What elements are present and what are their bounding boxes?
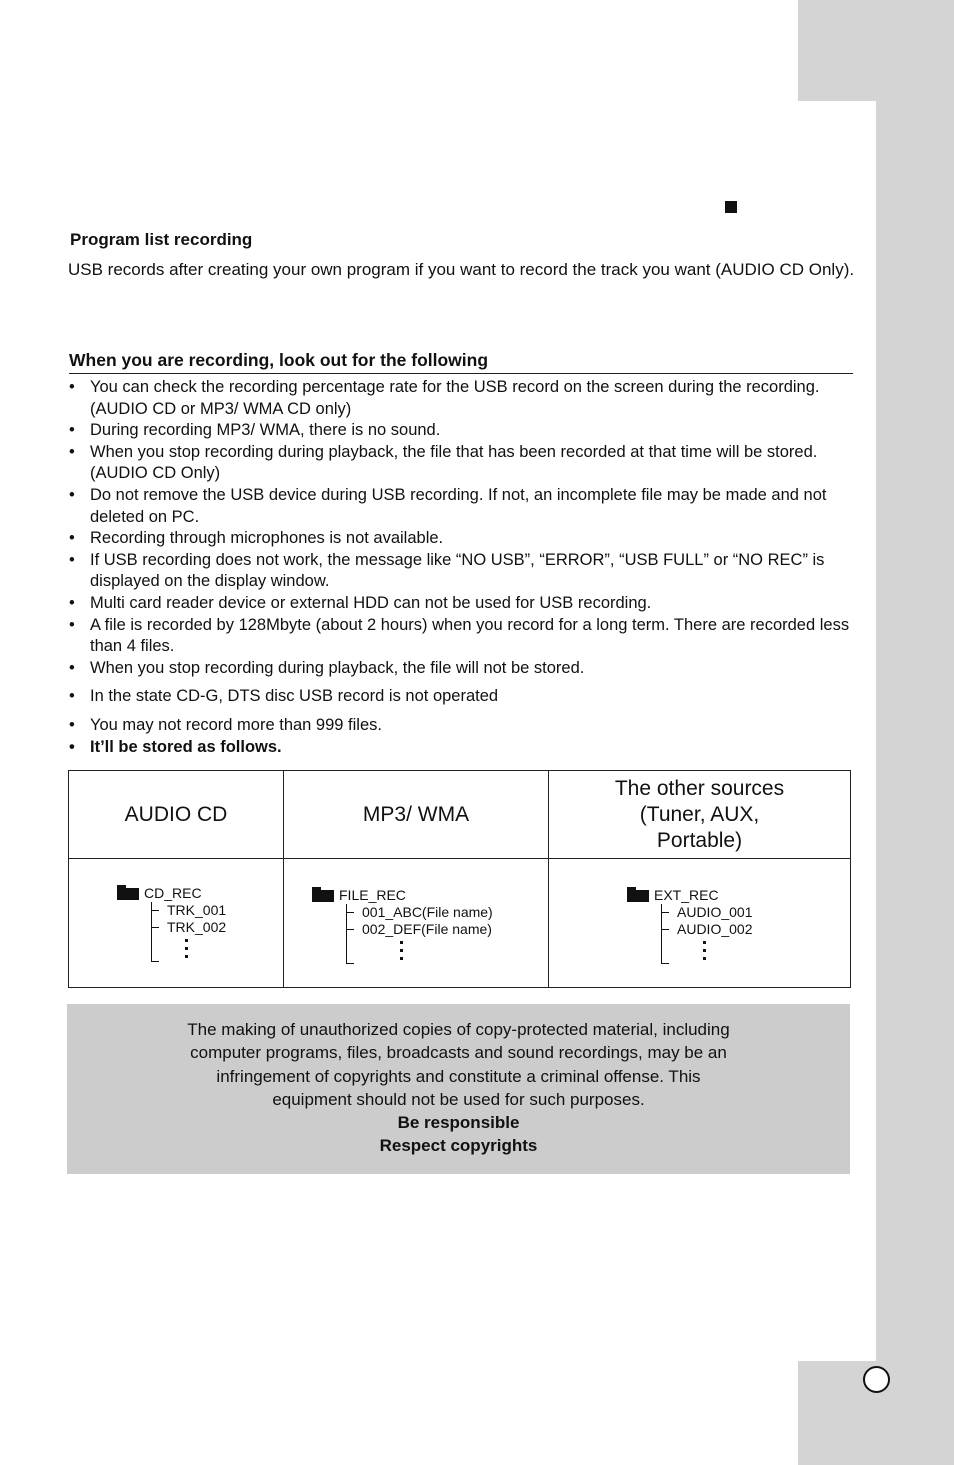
notice-emphasis: Be responsible	[397, 1113, 520, 1133]
list-item: AUDIO_002	[661, 921, 752, 938]
list-item: 002_DEF(File name)	[346, 921, 493, 938]
folder-icon	[117, 888, 139, 900]
list-item: • In the state CD-G, DTS disc USB record is not operated	[68, 686, 858, 708]
table-cell	[284, 859, 549, 988]
recording-notes-heading: When you are recording, look out for the following	[69, 350, 853, 374]
notice-line: computer programs, files, broadcasts and sound recordings, may be an	[190, 1043, 727, 1063]
list-item: 001_ABC(File name)	[346, 904, 493, 921]
page-number-circle	[863, 1366, 890, 1393]
column-header-other-sources	[549, 771, 851, 859]
list-item: TRK_001	[151, 902, 226, 919]
column-header-mp3-wma: MP3/ WMA	[284, 771, 549, 859]
table-cell	[69, 859, 284, 988]
folder-icon	[627, 890, 649, 902]
margin-strip-top	[798, 0, 954, 101]
list-item: TRK_002	[151, 919, 226, 936]
storage-structure-table	[68, 770, 851, 988]
program-list-text: USB records after creating your own program if you want to record the track you want (AUDIO CD Only).	[68, 260, 855, 279]
more-items-icon	[661, 941, 752, 967]
square-marker-icon	[725, 201, 737, 213]
column-header-audio-cd: AUDIO CD	[69, 771, 284, 859]
list-item: • Recording through microphones is not available.	[68, 528, 858, 550]
folder-name: CD_REC	[144, 885, 202, 901]
folder-tree	[312, 887, 493, 967]
notice-line: The making of unauthorized copies of copy-protected material, including	[187, 1020, 730, 1039]
list-item: • When you stop recording during playback, the file will not be stored.	[68, 658, 858, 680]
list-item: • During recording MP3/ WMA, there is no sound.	[68, 420, 858, 442]
margin-strip	[876, 101, 954, 1361]
folder-tree	[627, 887, 752, 967]
list-item: • It’ll be stored as follows.	[68, 737, 858, 759]
table-cell	[549, 859, 851, 988]
list-item: • A file is recorded by 128Mbyte (about 2 hours) when you record for a long term. There are recorded less than 4 files.	[68, 615, 858, 658]
list-item: • If USB recording does not work, the message like “NO USB”, “ERROR”, “USB FULL” or “NO REC” is displayed on the display window.	[68, 550, 858, 593]
notice-line: infringement of copyrights and constitute a criminal offense. This	[216, 1066, 701, 1086]
list-item: • When you stop recording during playback, the file that has been recorded at that time will be stored.(AUDIO CD Only)	[68, 442, 858, 485]
header-line: Portable)	[656, 828, 743, 852]
notice-line: equipment should not be used for such purposes.	[272, 1089, 645, 1109]
list-item: • You may not record more than 999 files.	[68, 715, 858, 737]
list-item: • You can check the recording percentage rate for the USB record on the screen during the recording.(AUDIO CD or MP3/ WMA CD only)	[68, 377, 858, 420]
header-line: (Tuner, AUX,	[639, 802, 760, 826]
list-item: • Do not remove the USB device during USB recording. If not, an incomplete file may be made and not deleted on PC.	[68, 485, 858, 528]
program-list-heading: Program list recording	[70, 230, 253, 249]
more-items-icon	[346, 941, 493, 967]
recording-notes-list	[68, 377, 858, 758]
more-items-icon	[151, 939, 226, 965]
copyright-notice	[67, 1004, 850, 1174]
list-item: AUDIO_001	[661, 904, 752, 921]
folder-name: EXT_REC	[654, 887, 719, 903]
list-item: • Multi card reader device or external HDD can not be used for USB recording.	[68, 593, 858, 615]
folder-icon	[312, 890, 334, 902]
folder-name: FILE_REC	[339, 887, 406, 903]
folder-tree	[117, 885, 226, 965]
notice-emphasis: Respect copyrights	[379, 1136, 538, 1156]
header-line: The other sources	[614, 776, 785, 800]
